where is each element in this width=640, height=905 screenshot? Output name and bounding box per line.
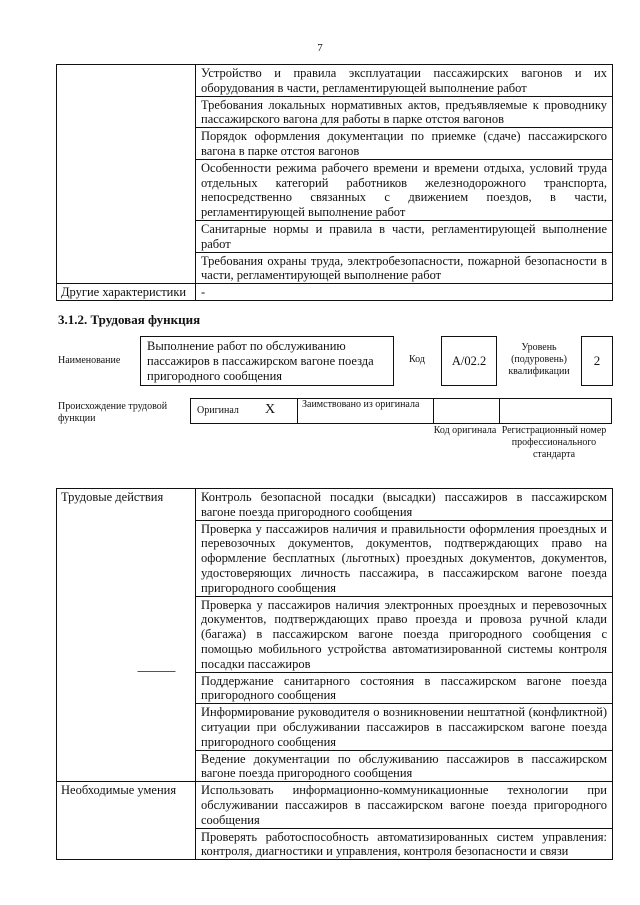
- original-label: Оригинал: [197, 405, 239, 416]
- skill-row: Проверять работоспособность автоматизированных систем управления: контроля, диагностики и управления, контроля безопасности и связи: [196, 828, 613, 860]
- origin-label: Происхождение трудовой функции: [58, 401, 168, 424]
- function-table: [56, 488, 613, 860]
- function-name-value: Выполнение работ по обслуживанию пассажиров в пассажирском вагоне поезда пригородного сообщения: [147, 339, 374, 383]
- knowledge-label-cell: [57, 65, 196, 284]
- labor-action-row: Ведение документации по обслуживанию пассажиров в пассажирском вагоне поезда пригородного сообщения: [196, 750, 613, 782]
- knowledge-row: Особенности режима рабочего времени и времени отдыха, условий труда отдельных категорий работников железнодорожного транспорта, непосредственно связанных с движением поездов, в части, регламентирующей выполнение работ: [196, 159, 613, 220]
- qualification-level-value: 2: [593, 353, 601, 368]
- qualification-level-box: [581, 336, 613, 386]
- skill-row: Использовать информационно-коммуникационные технологии при обслуживании пассажиров в пассажирском вагоне поезда пригородного сообщения: [196, 782, 613, 828]
- knowledge-row: Устройство и правила эксплуатации пассажирских вагонов и их оборудования в части, регламентирующей выполнение работ: [196, 65, 613, 97]
- labor-action-row: Контроль безопасной посадки (высадки) пассажиров в пассажирском вагоне поезда пригородного сообщения: [196, 489, 613, 521]
- function-code-value: А/02.2: [451, 353, 487, 368]
- original-mark: X: [265, 402, 276, 417]
- knowledge-row: Санитарные нормы и правила в части, регламентирующей выполнение работ: [196, 220, 613, 252]
- function-name-box: [140, 336, 394, 386]
- registration-number-cell: [499, 399, 612, 423]
- borrowed-label: Заимствовано из оригинала: [302, 399, 420, 410]
- other-characteristics-value: -: [196, 284, 613, 301]
- labor-action-row: Поддержание санитарного состояния в пассажирском вагоне поезда пригородного сообщения: [196, 672, 613, 704]
- original-code-cell: [433, 399, 500, 423]
- labor-action-row: Проверка у пассажиров наличия и правильности оформления проездных и перевозочных документов, документов, подтверждающих право на оформление бесплатных (льготных) проездных документов, документов, удостоверяющих личность пассажира, в пассажирском вагоне поезда пригородного сообщения: [196, 520, 613, 596]
- registration-caption: Регистрационный номер профессионального стандарта: [501, 425, 607, 460]
- origin-row: [190, 398, 612, 424]
- knowledge-row: Требования охраны труда, электробезопасности, пожарной безопасности в части, регламентирующей выполнение работ: [196, 252, 613, 284]
- required-skills-label: Необходимые умения: [57, 782, 196, 860]
- labor-actions-label: Трудовые действия: [57, 489, 196, 782]
- knowledge-table: [56, 64, 613, 301]
- code-label: Код: [409, 354, 425, 365]
- code-caption: Код оригинала: [433, 425, 497, 436]
- labor-action-row: Информирование руководителя о возникновении нештатной (конфликтной) ситуации при обслуживании пассажиров в пассажирском вагоне поезда пригородного сообщения: [196, 704, 613, 750]
- labor-action-row: Проверка у пассажиров наличия электронных проездных и перевозочных документов, подтверждающих право проезда и провоза ручной клади (багажа) в пассажирском вагоне поезда пригородного сообщения с помощью мобильного устройства автоматизированной системы контроля посадки пассажиров: [196, 596, 613, 672]
- knowledge-row: Требования локальных нормативных актов, предъявляемые к проводнику пассажирского вагона для работы в парке отстоя вагонов: [196, 96, 613, 128]
- knowledge-row: Порядок оформления документации по приемке (сдаче) пассажирского вагона в парке отстоя вагонов: [196, 128, 613, 160]
- level-label: Уровень (подуровень) квалификации: [508, 342, 570, 377]
- section-title: 3.1.2. Трудовая функция: [58, 312, 201, 327]
- other-characteristics-label: Другие характеристики: [57, 284, 196, 301]
- page-number: 7: [317, 42, 323, 54]
- borrowed-cell: [297, 399, 434, 423]
- function-code-box: [441, 336, 497, 386]
- name-label: Наименование: [58, 355, 121, 366]
